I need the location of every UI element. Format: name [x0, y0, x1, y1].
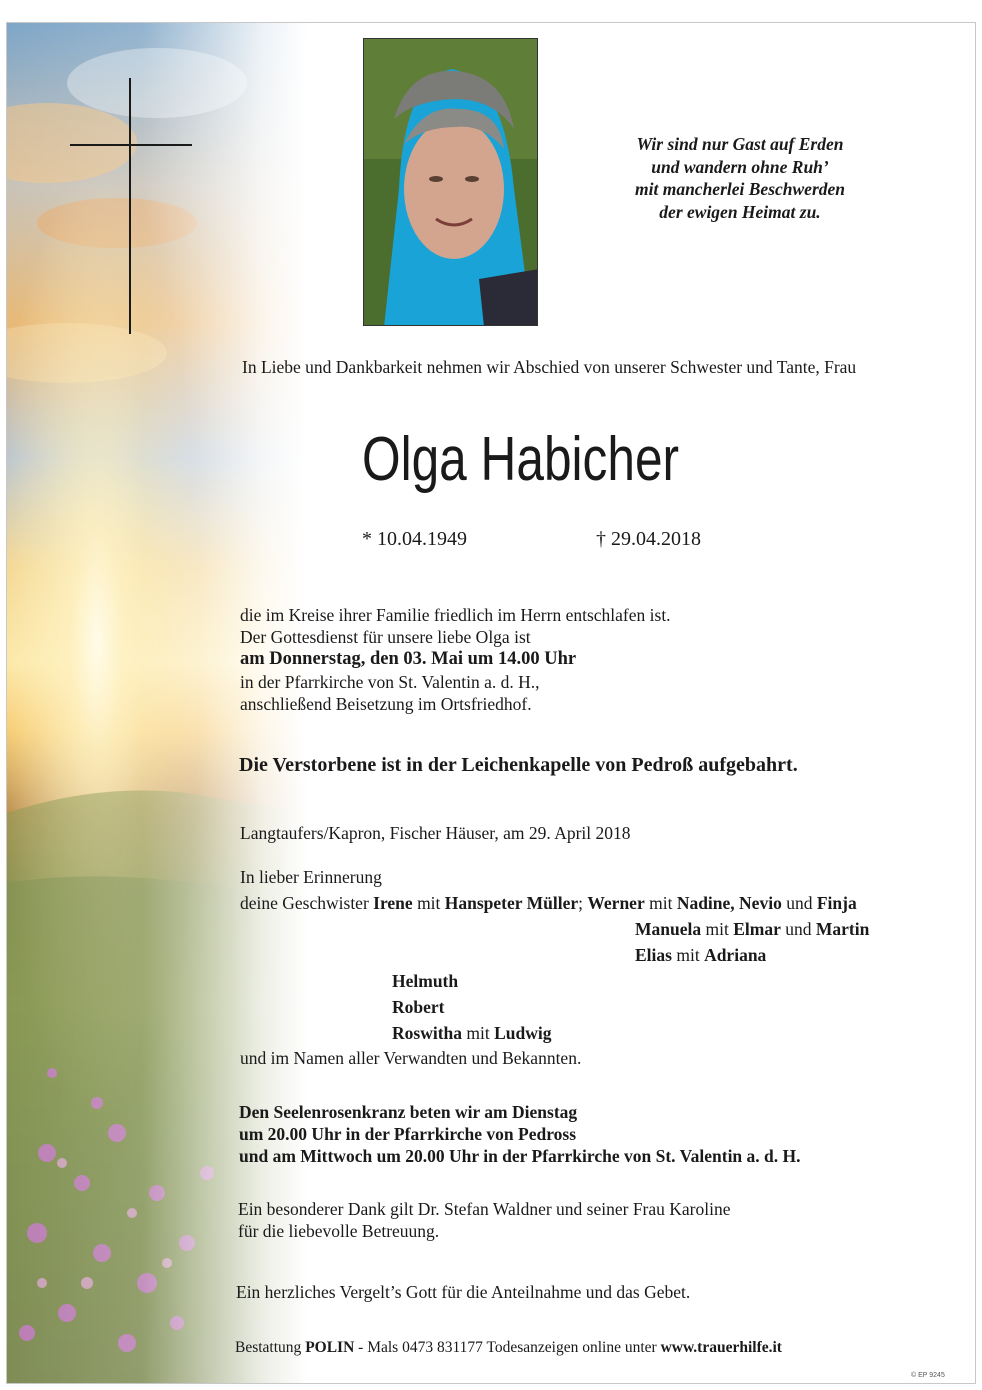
cross-icon — [70, 78, 192, 334]
death-date-value: 29.04.2018 — [611, 528, 701, 550]
rosary-line: und am Mittwoch um 20.00 Uhr in der Pfarrkirche von St. Valentin a. d. H. — [239, 1146, 801, 1166]
service-line: Der Gottesdienst für unsere liebe Olga ist — [240, 627, 531, 647]
intro-text: In Liebe und Dankbarkeit nehmen wir Abschied von unserer Schwester und Tante, Frau — [242, 357, 857, 377]
poem-line: mit mancherlei Beschwerden — [635, 179, 845, 199]
place-date: Langtaufers/Kapron, Fischer Häuser, am 29. April 2018 — [240, 823, 631, 843]
family-roswitha: Roswitha mit Ludwig — [392, 1023, 552, 1043]
family-robert: Robert — [392, 997, 445, 1017]
website-link[interactable]: www.trauerhilfe.it — [660, 1339, 782, 1356]
footer: Bestattung POLIN - Mals 0473 831177 Todesanzeigen online unter www.trauerhilfe.it — [235, 1339, 782, 1356]
family-closing: und im Namen aller Verwandten und Bekannten. — [240, 1048, 582, 1068]
service-datetime: am Donnerstag, den 03. Mai um 14.00 Uhr — [240, 649, 577, 669]
portrait-photo — [363, 38, 538, 326]
document-code: © EP 9245 — [911, 1372, 945, 1379]
family-helmuth: Helmuth — [392, 971, 459, 991]
deceased-name: Olga Habicher — [362, 425, 680, 494]
birth-date-value: 10.04.1949 — [377, 528, 467, 550]
family-line-1: deine Geschwister Irene mit Hanspeter Müller; Werner mit Nadine, Nevio und Finja — [240, 893, 857, 913]
funeral-home-name: POLIN — [305, 1339, 355, 1356]
family-intro: In lieber Erinnerung — [240, 867, 382, 887]
family-line-2: Manuela mit Elmar und Martin — [635, 919, 870, 939]
rosary-line: um 20.00 Uhr in der Pfarrkirche von Pedross — [239, 1124, 577, 1144]
poem-line: Wir sind nur Gast auf Erden — [636, 134, 844, 154]
poem-line: der ewigen Heimat zu. — [659, 201, 821, 222]
service-line: in der Pfarrkirche von St. Valentin a. d. H., — [240, 672, 540, 692]
poem — [600, 133, 880, 223]
birth-date — [362, 528, 467, 550]
death-cross-icon: † — [596, 528, 606, 550]
thanks-line: für die liebevolle Betreuung. — [238, 1221, 440, 1241]
gratitude: Ein herzliches Vergelt’s Gott für die Anteilnahme und das Gebet. — [236, 1282, 691, 1302]
birth-star-icon: * — [362, 528, 372, 550]
poem-line: und wandern ohne Ruh’ — [651, 156, 829, 177]
rosary-line: Den Seelenrosenkranz beten wir am Dienstag — [239, 1102, 578, 1122]
death-date — [596, 528, 701, 550]
family-line-3: Elias mit Adriana — [635, 945, 767, 965]
thanks-line: Ein besonderer Dank gilt Dr. Stefan Waldner und seiner Frau Karoline — [238, 1199, 731, 1219]
service-line: anschließend Beisetzung im Ortsfriedhof. — [240, 694, 532, 714]
laid-out-notice: Die Verstorbene ist in der Leichenkapelle von Pedroß aufgebahrt. — [239, 754, 798, 776]
service-line: die im Kreise ihrer Familie friedlich im Herrn entschlafen ist. — [240, 605, 671, 625]
